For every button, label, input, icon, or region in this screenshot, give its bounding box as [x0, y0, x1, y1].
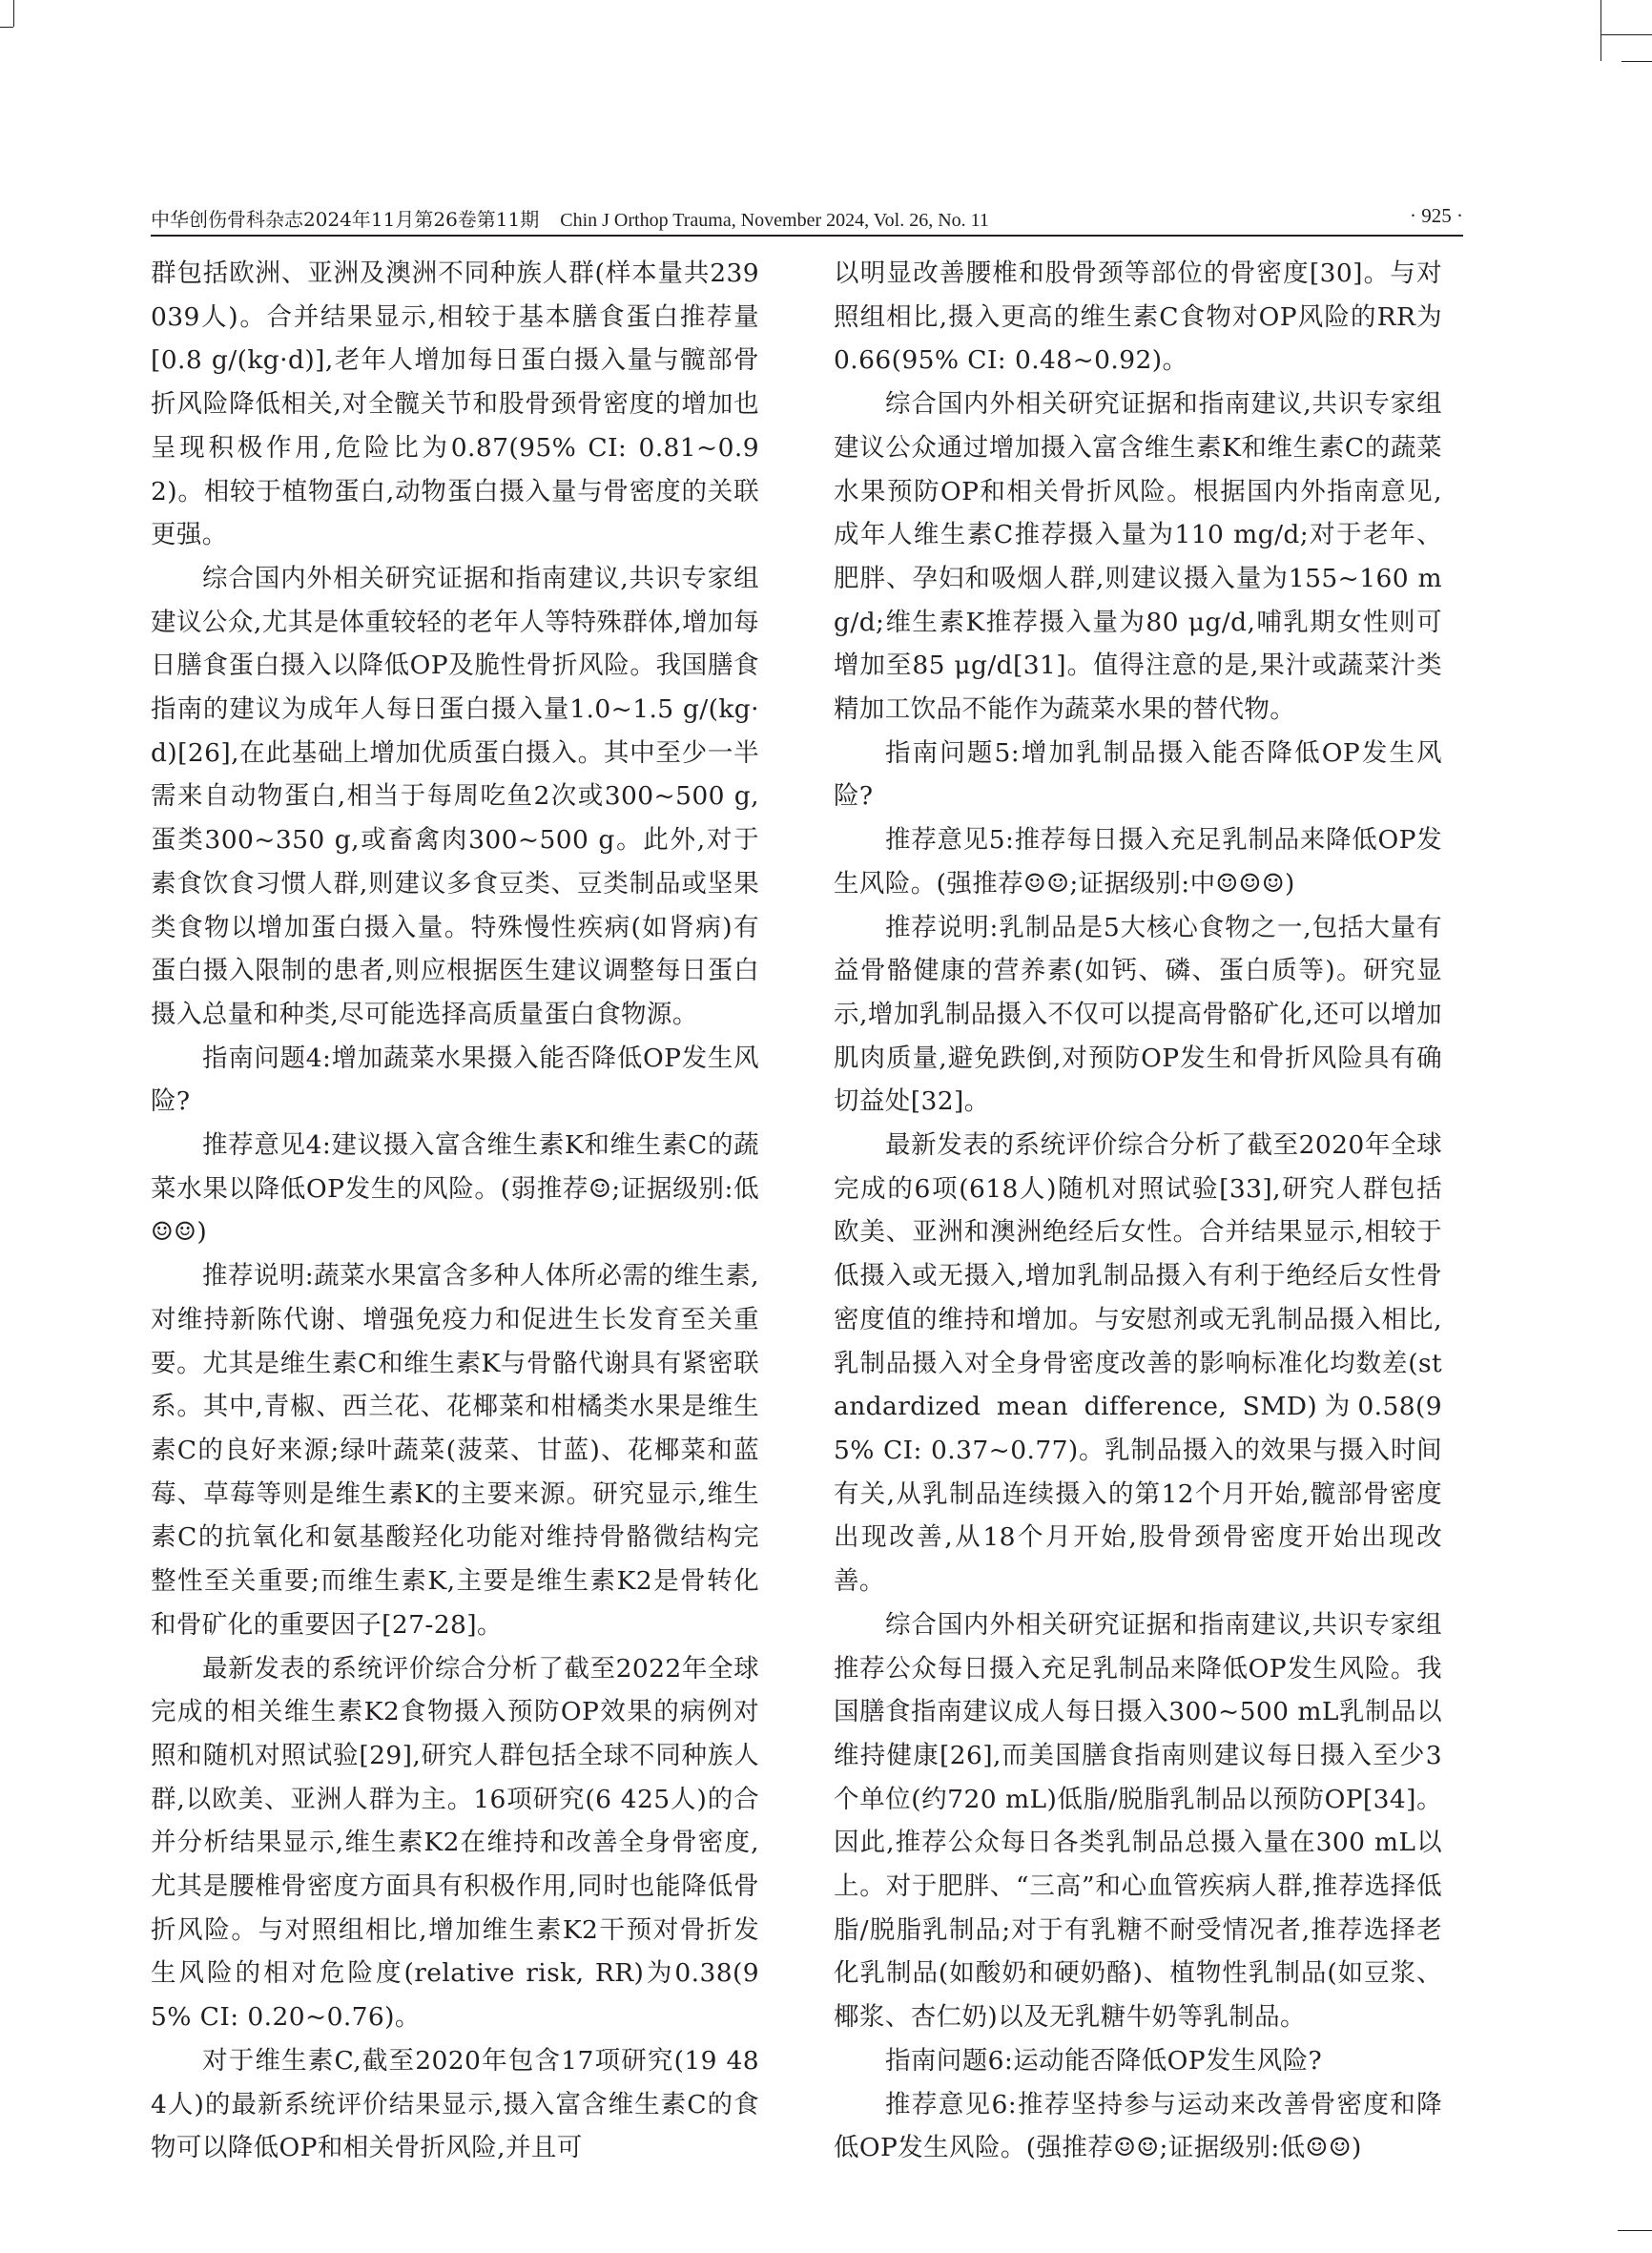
journal-title-en: Chin J Orthop Trauma, November 2024, Vol. 26, No. 11 — [560, 210, 989, 231]
running-header — [151, 200, 1463, 237]
crop-mark-top-left — [0, 27, 13, 28]
crop-mark-top-right-v — [1600, 0, 1601, 61]
body-paragraph: 综合国内外相关研究证据和指南建议,共识专家组建议公众通过增加摄入富含维生素K和维生素C的蔬菜水果预防OP和相关骨折风险。根据国内外指南意见,成年人维生素C推荐摄入量为110 mg/d;对于老年、肥胖、孕妇和吸烟人群,则建议摄入量为155~160 mg/d;维生素K推荐摄入量为80 μg/d,哺乳期女性则可增加至85 μg/d[31]。值得注意的是,果汁或蔬菜汁类精加工饮品不能作为蔬菜水果的替代物。 — [834, 389, 1442, 725]
body-paragraph: 推荐意见5:推荐每日摄入充足乳制品来降低OP发生风险。(强推荐☺☺;证据级别:中☺☺☺) — [834, 825, 1442, 899]
body-paragraph: 综合国内外相关研究证据和指南建议,共识专家组推荐公众每日摄入充足乳制品来降低OP发生风险。我国膳食指南建议成人每日摄入300~500 mL乳制品以维持健康[26],而美国膳食指南则建议每日摄入至少3个单位(约720 mL)低脂/脱脂乳制品以预防OP[34]。因此,推荐公众每日各类乳制品总摄入量在300 mL以上。对于肥胖、“三高”和心血管疾病人群,推荐选择低脂/脱脂乳制品;对于有乳糖不耐受情况者,推荐选择老化乳制品(如酸奶和硬奶酪)、植物性乳制品(如豆浆、椰浆、杏仁奶)以及无乳糖牛奶等乳制品。 — [834, 1609, 1442, 2033]
crop-mark-top-right-h2 — [1621, 61, 1652, 62]
crop-mark-top-right-h — [1600, 34, 1652, 35]
body-paragraph: 以明显改善腰椎和股骨颈等部位的骨密度[30]。与对照组相比,摄入更高的维生素C食物对OP风险的RR为0.66(95% CI: 0.48~0.92)。 — [834, 258, 1442, 376]
body-paragraph: 对于维生素C,截至2020年包含17项研究(19 484人)的最新系统评价结果显示,摄入富含维生素C的食物可以降低OP和相关骨折风险,并且可 — [151, 2045, 759, 2163]
right-column — [834, 252, 1442, 2170]
left-column — [151, 252, 759, 2170]
body-paragraph: 推荐说明:乳制品是5大核心食物之一,包括大量有益骨骼健康的营养素(如钙、磷、蛋白质等)。研究显示,增加乳制品摄入不仅可以提高骨骼矿化,还可以增加肌肉质量,避免跌倒,对预防OP发生和骨折风险具有确切益处[32]。 — [834, 912, 1442, 1117]
page-number: · 925 · — [1410, 204, 1463, 227]
journal-citation — [151, 204, 989, 232]
body-paragraph: 推荐说明:蔬菜水果富含多种人体所必需的维生素,对维持新陈代谢、增强免疫力和促进生长发育至关重要。尤其是维生素C和维生素K与骨骼代谢具有紧密联系。其中,青椒、西兰花、花椰菜和柑橘类水果是维生素C的良好来源;绿叶蔬菜(菠菜、甘蓝)、花椰菜和蓝莓、草莓等则是维生素K的主要来源。研究显示,维生素C的抗氧化和氨基酸羟化功能对维持骨骼微结构完整性至关重要;而维生素K,主要是维生素K2是骨转化和骨矿化的重要因子[27-28]。 — [151, 1261, 759, 1640]
body-paragraph: 群包括欧洲、亚洲及澳洲不同种族人群(样本量共239 039人)。合并结果显示,相较于基本膳食蛋白推荐量[0.8 g/(kg·d)],老年人增加每日蛋白摄入量与髋部骨折风险降低相关,对全髋关节和股骨颈骨密度的增加也呈现积极作用,危险比为0.87(95% CI: 0.81~0.92)。相较于植物蛋白,动物蛋白摄入量与骨密度的关联更强。 — [151, 258, 759, 550]
body-paragraph: 指南问题4:增加蔬菜水果摄入能否降低OP发生风险? — [151, 1043, 759, 1117]
body-paragraph: 指南问题5:增加乳制品摄入能否降低OP发生风险? — [834, 737, 1442, 812]
crop-mark-bottom-right — [1618, 2230, 1652, 2231]
crop-mark-top-left-v — [13, 0, 14, 27]
journal-title-cn: 中华创伤骨科杂志2024年11月第26卷第11期 — [151, 208, 540, 231]
body-paragraph: 指南问题6:运动能否降低OP发生风险? — [885, 2045, 1323, 2076]
body-paragraph: 推荐意见4:建议摄入富含维生素K和维生素C的蔬菜水果以降低OP发生的风险。(弱推荐☺;证据级别:低☺☺) — [151, 1130, 759, 1248]
body-paragraph: 综合国内外相关研究证据和指南建议,共识专家组建议公众,尤其是体重较轻的老年人等特殊群体,增加每日膳食蛋白摄入以降低OP及脆性骨折风险。我国膳食指南的建议为成年人每日蛋白摄入量1.0~1.5 g/(kg·d)[26],在此基础上增加优质蛋白摄入。其中至少一半需来自动物蛋白,相当于每周吃鱼2次或300~500 g,蛋类300~350 g,或畜禽肉300~500 g。此外,对于素食饮食习惯人群,则建议多食豆类、豆类制品或坚果类食物以增加蛋白摄入量。特殊慢性疾病(如肾病)有蛋白摄入限制的患者,则应根据医生建议调整每日蛋白摄入总量和种类,尽可能选择高质量蛋白食物源。 — [151, 563, 759, 1029]
body-paragraph: 最新发表的系统评价综合分析了截至2020年全球完成的6项(618人)随机对照试验[33],研究人群包括欧美、亚洲和澳洲绝经后女性。合并结果显示,相较于低摄入或无摄入,增加乳制品摄入有利于绝经后女性骨密度值的维持和增加。与安慰剂或无乳制品摄入相比,乳制品摄入对全身骨密度改善的影响标准化均数差(standardized mean difference, SMD)为0.58(95% CI: 0.37~0.77)。乳制品摄入的效果与摄入时间有关,从乳制品连续摄入的第12个月开始,髋部骨密度出现改善,从18个月开始,股骨颈骨密度开始出现改善。 — [834, 1130, 1442, 1597]
body-paragraph: 最新发表的系统评价综合分析了截至2022年全球完成的相关维生素K2食物摄入预防OP效果的病例对照和随机对照试验[29],研究人群包括全球不同种族人群,以欧美、亚洲人群为主。16项研究(6 425人)的合并分析结果显示,维生素K2在维持和改善全身骨密度,尤其是腰椎骨密度方面具有积极作用,同时也能降低骨折风险。与对照组相比,增加维生素K2干预对骨折发生风险的相对危险度(relative risk, RR)为0.38(95% CI: 0.20~0.76)。 — [151, 1653, 759, 2033]
body-paragraph: 推荐意见6:推荐坚持参与运动来改善骨密度和降低OP发生风险。(强推荐☺☺;证据级别:低☺☺) — [834, 2089, 1442, 2163]
